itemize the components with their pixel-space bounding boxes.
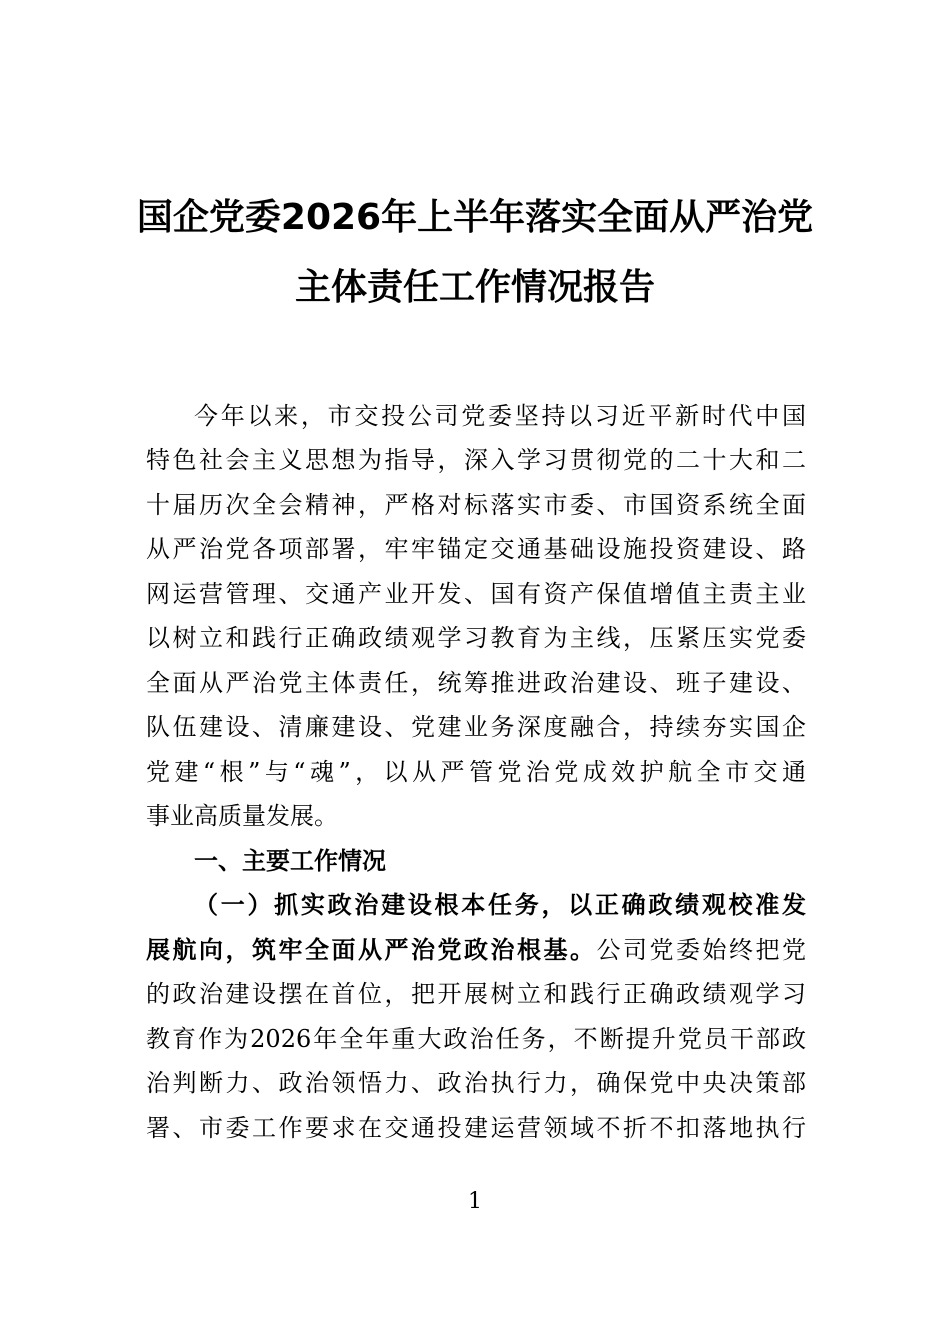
intro-paragraph-line: 全面从严治党主体责任，统筹推进政治建设、班子建设、 bbox=[146, 669, 806, 697]
intro-paragraph-line: 十届历次全会精神，严格对标落实市委、市国资系统全面 bbox=[146, 491, 806, 519]
subsection-body-line: 的政治建设摆在首位，把开展树立和践行正确政绩观学习 bbox=[146, 980, 806, 1008]
subsection-body-line: 署、市委工作要求在交通投建运营领域不折不扣落地执行 bbox=[146, 1114, 806, 1142]
document-title-line-2: 主体责任工作情况报告 bbox=[294, 267, 655, 308]
subsection-mixed-line bbox=[146, 928, 806, 972]
intro-paragraph-line: 事业高质量发展。 bbox=[146, 802, 338, 830]
page-number: 1 bbox=[468, 1189, 482, 1214]
subsection-heading-line-1: （一）抓实政治建设根本任务，以正确政绩观校准发 bbox=[194, 890, 806, 919]
document-title-line-1: 国企党委2026年上半年落实全面从严治党 bbox=[136, 197, 814, 238]
intro-paragraph-line: 网运营管理、交通产业开发、国有资产保值增值主责主业 bbox=[146, 580, 806, 608]
section-heading: 一、主要工作情况 bbox=[194, 847, 386, 875]
intro-paragraph-line: 党建“根”与“魂”，以从严管党治党成效护航全市交通 bbox=[146, 758, 806, 786]
subsection-heading-line-2: 展航向，筑牢全面从严治党政治根基。 bbox=[146, 935, 597, 964]
intro-paragraph-line: 队伍建设、清廉建设、党建业务深度融合，持续夯实国企 bbox=[146, 713, 806, 741]
intro-paragraph-line: 以树立和践行正确政绩观学习教育为主线，压紧压实党委 bbox=[146, 624, 806, 652]
subsection-body-line: 教育作为2026年全年重大政治任务，不断提升党员干部政 bbox=[146, 1025, 806, 1053]
intro-paragraph-line: 从严治党各项部署，牢牢锚定交通基础设施投资建设、路 bbox=[146, 535, 806, 563]
subsection-body-line: 治判断力、政治领悟力、政治执行力，确保党中央决策部 bbox=[146, 1069, 806, 1097]
intro-paragraph-line: 今年以来，市交投公司党委坚持以习近平新时代中国 bbox=[194, 402, 806, 430]
subsection-body-start: 公司党委始终把党 bbox=[596, 936, 806, 964]
intro-paragraph-line: 特色社会主义思想为指导，深入学习贯彻党的二十大和二 bbox=[146, 446, 806, 474]
